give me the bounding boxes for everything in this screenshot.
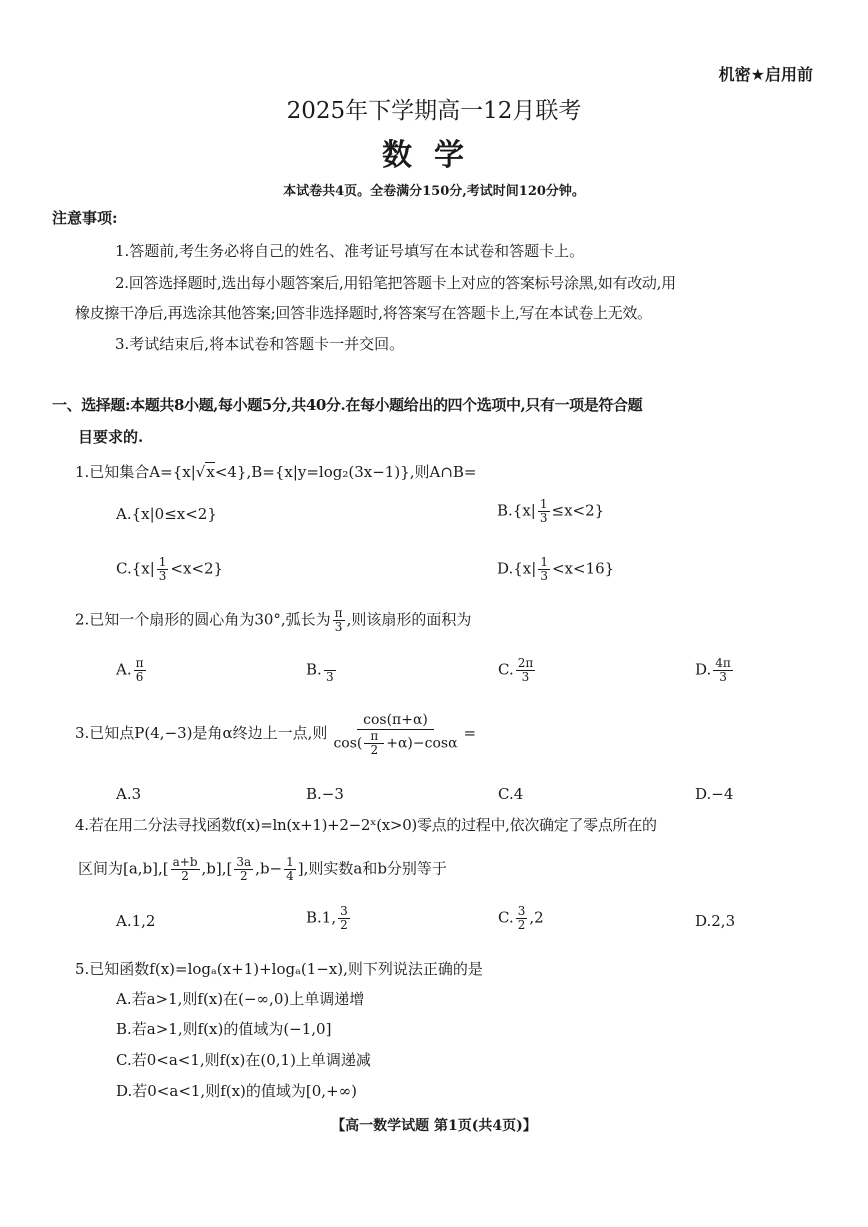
q4-c-fraction (516, 905, 528, 932)
denominator: 3 (158, 569, 167, 583)
denominator: 2 (340, 918, 348, 932)
numerator: a+b (172, 855, 198, 869)
exam-info: 本试卷共4页。全卷满分150分,考试时间120分钟。 (283, 184, 585, 199)
q1-d-fraction (538, 556, 550, 583)
q3-den-b: +α)−cosα (386, 735, 458, 752)
notice-item-3: 3.考试结束后,将本试卷和答题卡一并交回。 (115, 335, 405, 353)
numerator: 2π (517, 656, 534, 670)
denominator: 4 (286, 869, 294, 883)
q2-c-pre: C. (498, 660, 514, 679)
page-footer: 【高一数学试题 第1页(共4页)】 (331, 1118, 537, 1134)
q2-d-pre: D. (695, 660, 712, 679)
q1-option-c (116, 556, 223, 583)
q4-option-d: D.2,3 (695, 912, 736, 930)
q1-d-pre: D.{x| (497, 559, 537, 578)
q2-b-pre: B. (306, 660, 322, 679)
q3-den-a: cos( (333, 735, 363, 752)
confidential-label: 机密★启用前 (718, 65, 813, 84)
q4-fraction-2 (234, 856, 253, 883)
q4-fraction-3 (284, 856, 296, 883)
q1-c-post: <x<2} (170, 559, 224, 578)
q4-option-c (498, 905, 544, 932)
denominator: 3 (334, 620, 343, 634)
q4-line2-b: ,b],[ (201, 859, 233, 878)
q5-option-c: C.若0<a<1,则f(x)在(0,1)上单调递减 (116, 1051, 371, 1069)
question-4-line-2 (78, 856, 447, 883)
q2-option-c (498, 657, 537, 684)
q1-sqrt-arg: x (206, 463, 215, 481)
q1-b-post: ≤x<2} (551, 501, 605, 520)
q3-option-b: B.−3 (306, 785, 344, 803)
q3-den-fraction (364, 730, 384, 757)
denominator: 3 (325, 670, 334, 684)
q3-stem-part-b: = (463, 724, 477, 742)
numerator: π (135, 656, 144, 670)
q2-option-a (116, 657, 148, 684)
q3-option-d: D.−4 (695, 785, 734, 803)
question-5-stem: 5.已知函数f(x)=logₐ(x+1)+logₐ(1−x),则下列说法正确的是 (75, 960, 483, 978)
question-3-stem (75, 711, 476, 757)
section-heading-line-2: 目要求的. (78, 428, 144, 446)
numerator: 3 (340, 904, 348, 918)
numerator: 1 (540, 555, 548, 569)
subject-title: 数学 (382, 138, 486, 173)
q2-d-fraction (713, 657, 733, 684)
q2-a-fraction (134, 657, 146, 684)
q2-stem-part-b: ,则该扇形的面积为 (346, 610, 472, 629)
denominator: 3 (540, 569, 548, 583)
notice-item-1: 1.答题前,考生务必将自己的姓名、准考证号填写在本试卷和答题卡上。 (115, 242, 585, 260)
q4-line2-c: ,b− (255, 859, 283, 878)
q2-stem-part-a: 2.已知一个扇形的圆心角为30°,弧长为 (75, 610, 331, 629)
q4-option-b (306, 905, 352, 932)
q5-option-b: B.若a>1,则f(x)的值域为(−1,0] (116, 1020, 332, 1038)
numerator: 4π (715, 656, 731, 670)
numerator: 1 (286, 855, 294, 869)
q1-b-pre: B.{x| (497, 501, 536, 520)
q4-fraction-1 (171, 856, 200, 883)
denominator: 2 (517, 918, 526, 932)
notice-heading: 注意事项: (52, 209, 118, 227)
numerator: π (334, 606, 343, 620)
q4-c-pre: C. (498, 908, 514, 927)
q1-c-pre: C.{x| (116, 559, 155, 578)
denominator: 3 (719, 670, 727, 684)
section-heading-line-1: 一、选择题:本题共8小题,每小题5分,共40分.在每小题给出的四个选项中,只有一项是符合题 (52, 396, 643, 414)
q2-a-pre: A. (116, 660, 132, 679)
q1-stem-part-a: 1.已知集合A={x| (75, 463, 196, 481)
q4-b-fraction (338, 905, 350, 932)
question-2-stem (75, 607, 471, 634)
q4-line2-d: ],则实数a和b分别等于 (297, 859, 447, 878)
q4-b-pre: B.1, (306, 908, 337, 927)
q1-c-fraction (157, 556, 169, 583)
q3-stem-part-a: 3.已知点P(4,−3)是角α终边上一点,则 (75, 724, 328, 742)
q4-line2-a: 区间为[a,b],[ (78, 859, 169, 878)
q2-stem-fraction (333, 607, 345, 634)
notice-item-2-line-1: 2.回答选择题时,选出每小题答案后,用铅笔把答题卡上对应的答案标号涂黑,如有改动,用 (115, 274, 676, 292)
question-4-line-1: 4.若在用二分法寻找函数f(x)=ln(x+1)+2−2ˣ(x>0)零点的过程中,依次确定了零点所在的 (75, 816, 657, 834)
q2-c-fraction (516, 657, 536, 684)
q3-expression (327, 711, 463, 757)
question-1-stem (75, 461, 477, 482)
sqrt-sign: √ (195, 463, 206, 481)
denominator: 2 (239, 869, 248, 883)
q1-option-b (497, 498, 604, 525)
q3-option-c: C.4 (498, 785, 524, 803)
q2-option-d (695, 657, 735, 684)
numerator (324, 657, 336, 671)
numerator: 1 (539, 497, 548, 511)
q3-numerator: cos(π+α) (357, 711, 434, 730)
notice-item-2-line-2: 橡皮擦干净后,再选涂其他答案;回答非选择题时,将答案写在答题卡上,写在本试卷上无效。 (75, 304, 652, 322)
numerator: 3 (517, 904, 526, 918)
denominator: 6 (135, 670, 144, 684)
denominator: 3 (521, 670, 530, 684)
q1-d-post: <x<16} (551, 559, 615, 578)
denominator: 2 (370, 743, 379, 757)
numerator: 3a (236, 855, 252, 869)
q1-b-fraction (538, 498, 550, 525)
denominator: 3 (539, 511, 548, 525)
q4-option-a: A.1,2 (116, 912, 156, 930)
q5-option-a: A.若a>1,则f(x)在(−∞,0)上单调递增 (116, 990, 365, 1008)
q3-denominator (327, 730, 463, 757)
q1-option-a: A.{x|0≤x<2} (116, 505, 217, 523)
q5-option-d: D.若0<a<1,则f(x)的值域为[0,+∞) (116, 1082, 357, 1100)
q4-c-post: ,2 (529, 908, 544, 927)
q2-b-fraction (324, 657, 336, 684)
numerator: π (364, 730, 384, 744)
q1-option-d (497, 556, 614, 583)
q2-option-b (306, 657, 338, 684)
q3-option-a: A.3 (116, 785, 142, 803)
q1-stem-part-b: <4},B={x|y=log₂(3x−1)},则A∩B= (214, 463, 477, 481)
exam-title: 2025年下学期高一12月联考 (286, 98, 582, 124)
denominator: 2 (181, 869, 189, 883)
numerator: 1 (158, 555, 167, 569)
